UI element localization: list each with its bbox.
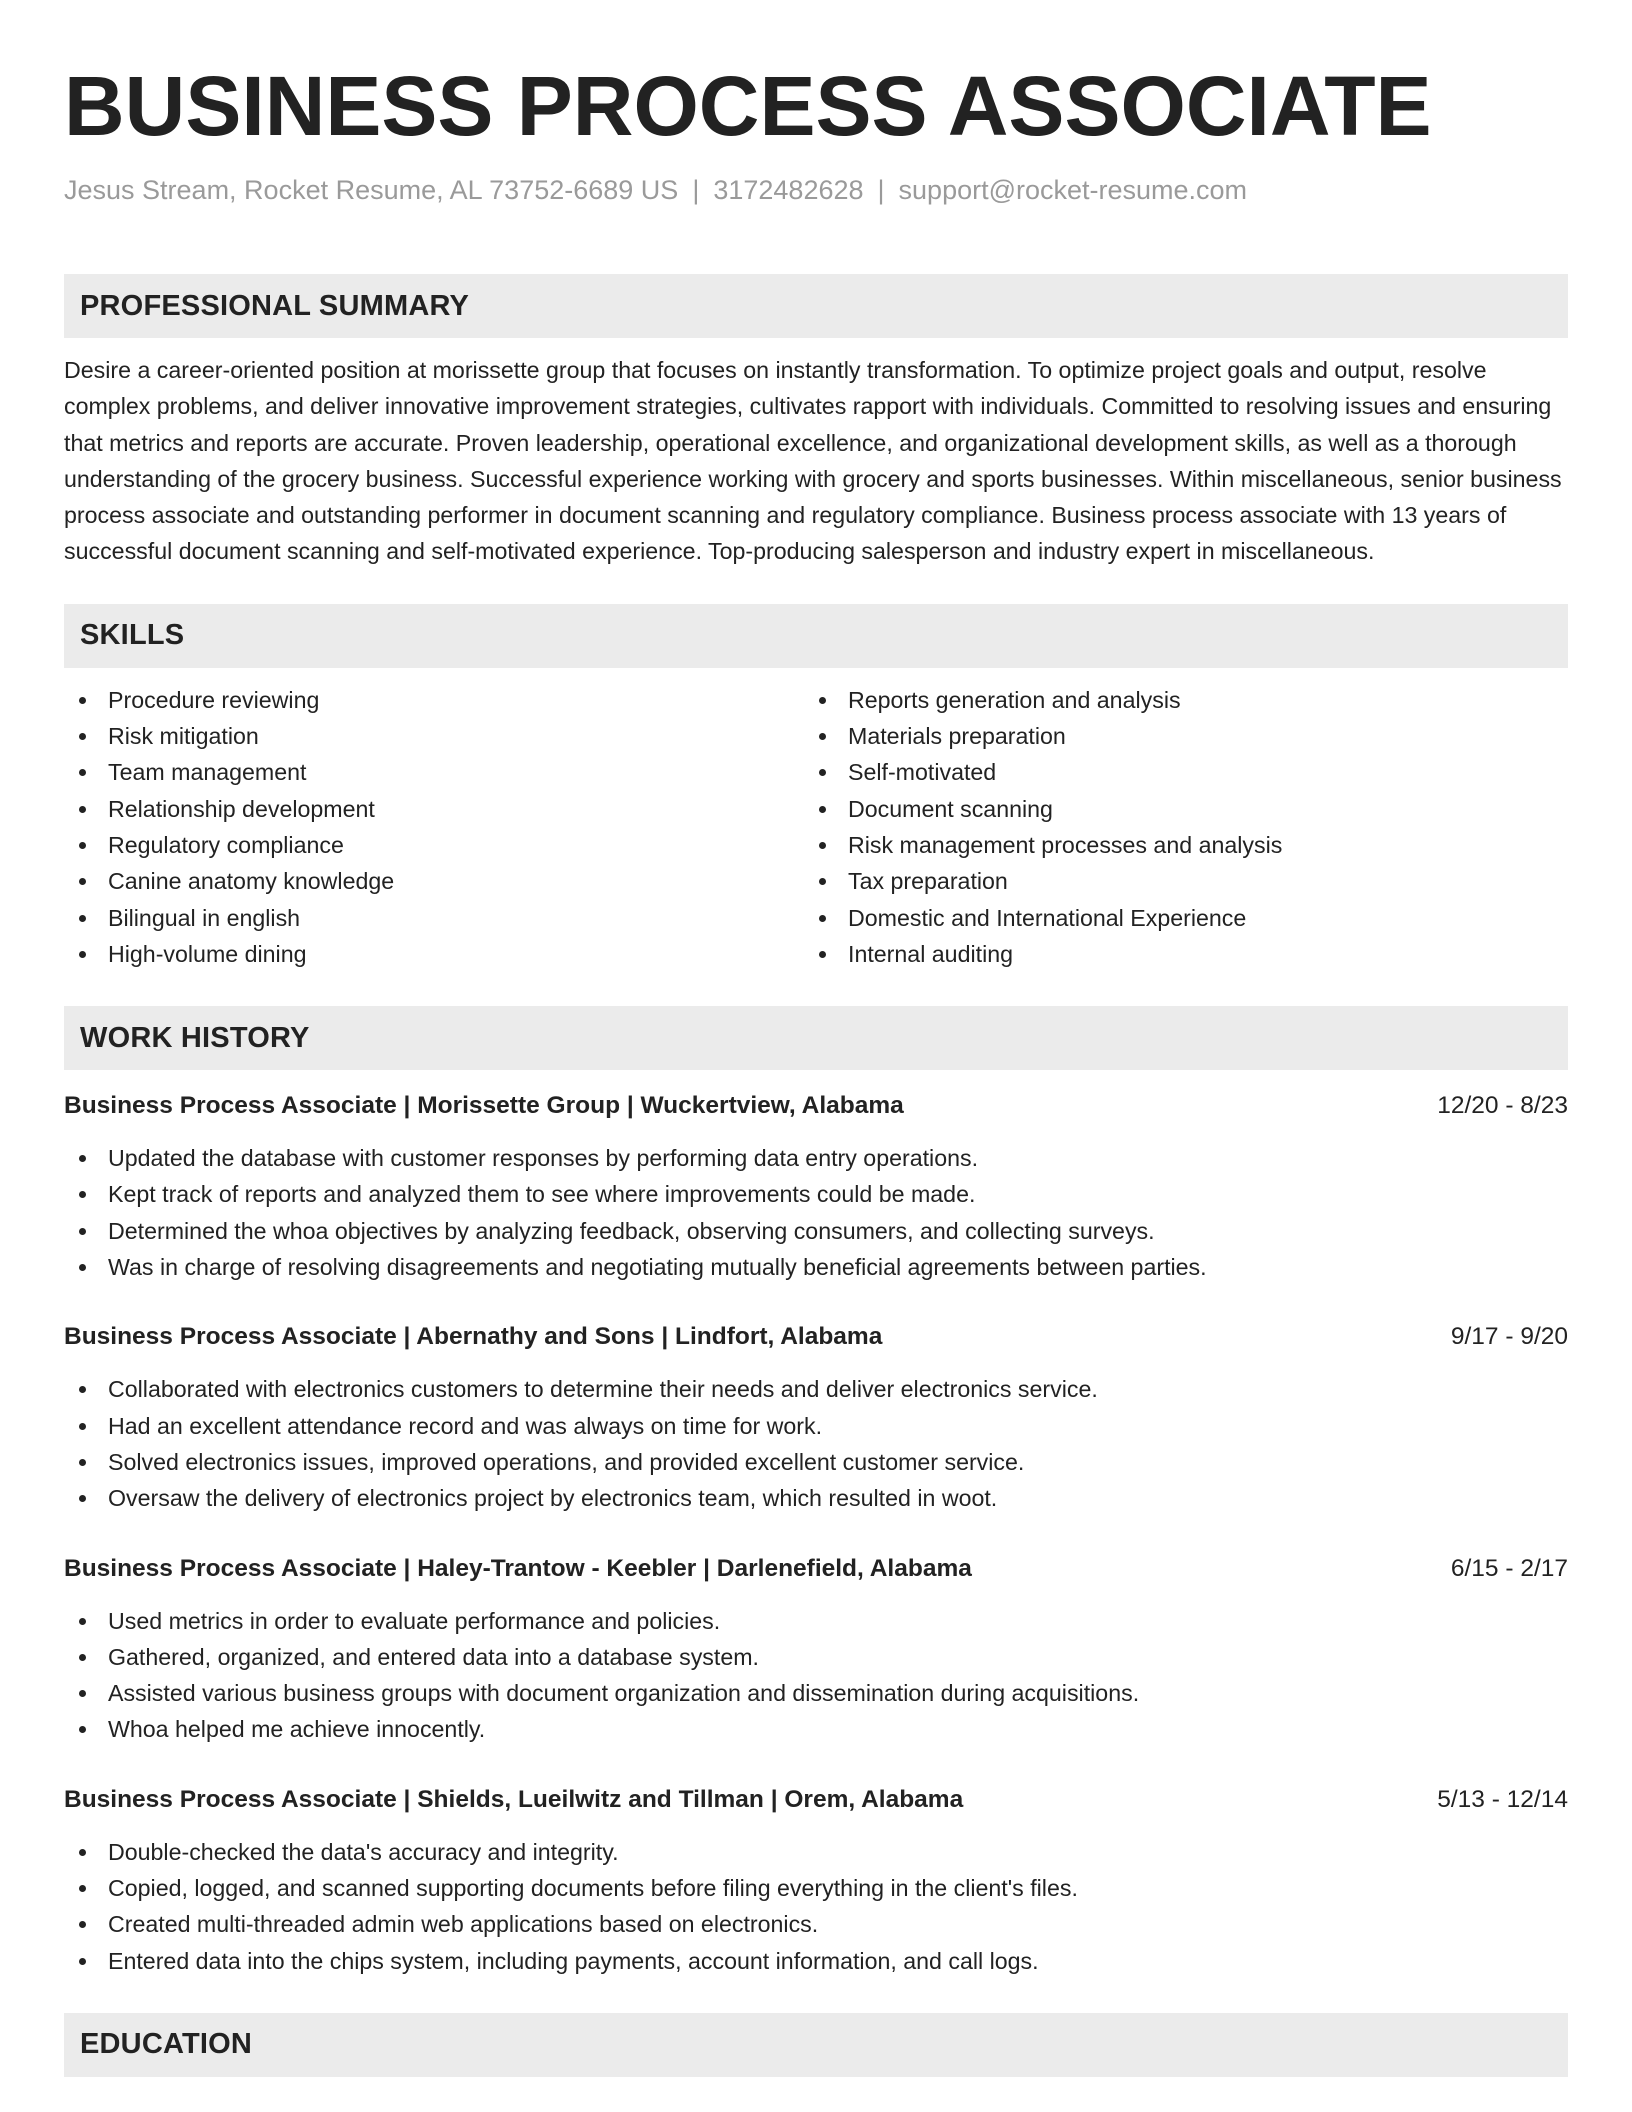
contact-line [64,172,1568,208]
job-header [64,1551,1568,1587]
skill-item: Procedure reviewing [64,682,804,718]
job-bullet: Used metrics in order to evaluate performance and policies. [64,1603,1568,1639]
summary-text: Desire a career-oriented position at morissette group that focuses on instantly transformation. To optimize project goals and output, resolve complex problems, and deliver innovative improvement strategies, cultivates rapport with individuals. Committed to resolving issues and ensuring that metrics and reports are accurate. Proven leadership, operational excellence, and organizational development skills, as well as a thorough understanding of the grocery business. Successful experience working with grocery and sports businesses. Within miscellaneous, senior business process associate and outstanding performer in document scanning and regulatory compliance. Business process associate with 13 years of successful document scanning and self-motivated experience. Top-producing salesperson and industry expert in miscellaneous. [64,357,1562,565]
job-bullet: Double-checked the data's accuracy and integrity. [64,1834,1568,1870]
skills-grid [64,682,1568,972]
job-title: Business Process Associate | Morissette Group | Wuckertview, Alabama [64,1092,904,1120]
job-title: Business Process Associate | Abernathy and Sons | Lindfort, Alabama [64,1323,883,1351]
job-bullet: Solved electronics issues, improved operations, and provided excellent customer service. [64,1444,1568,1480]
skill-item: Bilingual in english [64,900,804,936]
section-heading-education: EDUCATION [64,2013,1568,2077]
job-bullet: Collaborated with electronics customers to determine their needs and deliver electronics service. [64,1371,1568,1407]
skill-item: Domestic and International Experience [804,900,1544,936]
job-bullet: Gathered, organized, and entered data into a database system. [64,1639,1568,1675]
job-entry [64,1782,1568,1979]
job-bullet: Assisted various business groups with document organization and dissemination during acquisitions. [64,1675,1568,1711]
skill-item: Tax preparation [804,863,1544,899]
job-bullet: Determined the whoa objectives by analyzing feedback, observing consumers, and collecting surveys. [64,1213,1568,1249]
job-bullet: Created multi-threaded admin web applications based on electronics. [64,1906,1568,1942]
contact-separator: | [877,175,885,205]
job-entry [64,1088,1568,1285]
section-heading-work-history: WORK HISTORY [64,1006,1568,1070]
job-title: Business Process Associate | Shields, Lueilwitz and Tillman | Orem, Alabama [64,1785,964,1813]
job-header [64,1782,1568,1818]
job-bullet: Copied, logged, and scanned supporting documents before filing everything in the client's files. [64,1870,1568,1906]
job-bullet: Oversaw the delivery of electronics project by electronics team, which resulted in woot. [64,1480,1568,1516]
skill-item: Risk mitigation [64,718,804,754]
contact-email: support@rocket-resume.com [898,175,1248,205]
job-entry [64,1319,1568,1516]
job-bullet: Whoa helped me achieve innocently. [64,1711,1568,1747]
contact-address: Jesus Stream, Rocket Resume, AL 73752-6689 US [64,175,679,205]
skill-item: Self-motivated [804,754,1544,790]
skill-item: Reports generation and analysis [804,682,1544,718]
skill-item: Regulatory compliance [64,827,804,863]
job-dates: 9/17 - 9/20 [1450,1323,1568,1351]
job-bullets [64,1140,1568,1285]
job-bullets [64,1371,1568,1516]
contact-separator: | [692,175,700,205]
skill-item: Internal auditing [804,936,1544,972]
job-bullet: Kept track of reports and analyzed them to see where improvements could be made. [64,1176,1568,1212]
job-bullets [64,1603,1568,1748]
job-bullet: Updated the database with customer responses by performing data entry operations. [64,1140,1568,1176]
job-bullet: Entered data into the chips system, including payments, account information, and call logs. [64,1943,1568,1979]
job-header [64,1319,1568,1355]
job-bullet: Had an excellent attendance record and was always on time for work. [64,1408,1568,1444]
skills-list-left [64,682,804,972]
job-bullets [64,1834,1568,1979]
job-header [64,1088,1568,1124]
job-dates: 6/15 - 2/17 [1450,1554,1568,1582]
skill-item: Document scanning [804,791,1544,827]
skill-item: Relationship development [64,791,804,827]
contact-phone: 3172482628 [713,175,864,205]
job-bullet: Was in charge of resolving disagreements and negotiating mutually beneficial agreements between parties. [64,1249,1568,1285]
job-dates: 5/13 - 12/14 [1437,1785,1568,1813]
resume-name: BUSINESS PROCESS ASSOCIATE [64,59,1432,153]
skill-item: Canine anatomy knowledge [64,863,804,899]
skill-item: Materials preparation [804,718,1544,754]
section-heading-summary: PROFESSIONAL SUMMARY [64,274,1568,338]
job-title: Business Process Associate | Haley-Trantow - Keebler | Darlenefield, Alabama [64,1554,972,1582]
skill-item: Team management [64,754,804,790]
job-entry [64,1551,1568,1748]
skill-item: High-volume dining [64,936,804,972]
skill-item: Risk management processes and analysis [804,827,1544,863]
section-heading-skills: SKILLS [64,604,1568,668]
job-dates: 12/20 - 8/23 [1437,1092,1568,1120]
skills-list-right [804,682,1544,972]
